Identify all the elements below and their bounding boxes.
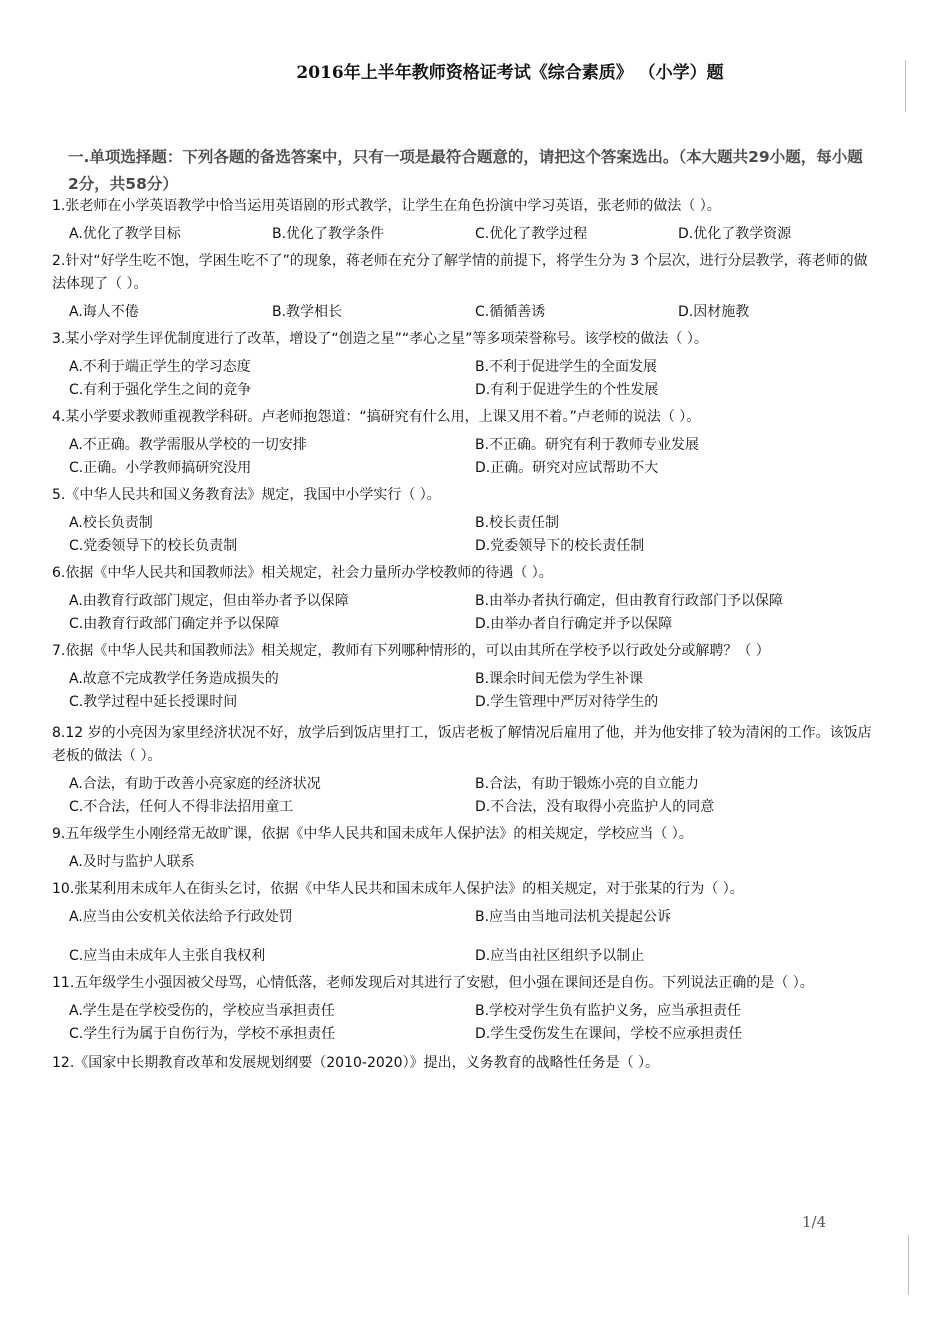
option-a: A.由教育行政部门规定，但由举办者予以保障 — [69, 593, 349, 609]
option-b: B.不正确。研究有利于教师专业发展 — [475, 437, 700, 453]
option-b: B.优化了教学条件 — [272, 226, 385, 242]
option-c: C.党委领导下的校长负责制 — [69, 538, 238, 554]
question-9 — [52, 823, 872, 874]
question-7 — [52, 640, 872, 714]
section-heading: 一.单项选择题：下列各题的备选答案中，只有一项是最符合题意的，请把这个答案选出。（本大题共29小题，每小题2分，共58分） — [68, 148, 863, 193]
option-list — [52, 223, 872, 246]
option-list — [52, 851, 872, 874]
option-c: C.由教育行政部门确定并予以保障 — [69, 616, 280, 632]
question-text: 12.《国家中长期教育改革和发展规划纲要（2010-2020）》提出，义务教育的战略性任务是（ ）。 — [52, 1055, 660, 1071]
option-d: D.优化了教学资源 — [678, 226, 792, 242]
option-d: D.党委领导下的校长责任制 — [475, 538, 645, 554]
option-a: A.故意不完成教学任务造成损失的 — [69, 671, 279, 687]
question-11 — [52, 972, 872, 1046]
option-b: B.应当由当地司法机关提起公诉 — [475, 909, 672, 925]
option-d: D.有利于促进学生的个性发展 — [475, 382, 659, 398]
option-a: A.及时与监护人联系 — [69, 854, 195, 870]
option-d: D.应当由社区组织予以制止 — [475, 948, 645, 964]
option-list — [52, 434, 872, 480]
question-5 — [52, 484, 872, 558]
page-number: 1/4 — [802, 1213, 827, 1231]
option-list — [52, 906, 872, 968]
question-2 — [52, 250, 872, 324]
option-a: A.不利于端正学生的学习态度 — [69, 359, 251, 375]
option-b: B.由举办者执行确定，但由教育行政部门予以保障 — [475, 593, 784, 609]
option-c: C.正确。小学教师搞研究没用 — [69, 460, 252, 476]
option-list — [52, 301, 872, 324]
question-12 — [52, 1052, 872, 1075]
question-text: 10.张某利用未成年人在街头乞讨，依据《中华人民共和国未成年人保护法》的相关规定，对于张某的行为（ ）。 — [52, 881, 744, 897]
option-c: C.应当由未成年人主张自我权利 — [69, 948, 266, 964]
option-b: B.课余时间无偿为学生补课 — [475, 671, 644, 687]
question-3 — [52, 328, 872, 402]
option-d: D.因材施教 — [678, 304, 750, 320]
option-list — [52, 356, 872, 402]
question-4 — [52, 406, 872, 480]
question-text: 2.针对“好学生吃不饱，学困生吃不了”的现象，蒋老师在充分了解学情的前提下，将学生分为 3 个层次，进行分层教学，蒋老师的做法体现了（ ）。 — [52, 253, 868, 292]
option-a: A.优化了教学目标 — [69, 226, 181, 242]
option-d: D.不合法，没有取得小亮监护人的同意 — [475, 799, 715, 815]
option-a: A.学生是在学校受伤的，学校应当承担责任 — [69, 1003, 335, 1019]
option-b: B.校长责任制 — [475, 515, 560, 531]
option-c: C.学生行为属于自伤行为，学校不承担责任 — [69, 1026, 336, 1042]
option-c: C.优化了教学过程 — [475, 226, 588, 242]
question-10 — [52, 878, 872, 968]
option-d: D.正确。研究对应试帮助不大 — [475, 460, 659, 476]
question-8 — [52, 722, 872, 819]
question-text: 9.五年级学生小刚经常无故旷课，依据《中华人民共和国未成年人保护法》的相关规定，学校应当（ ）。 — [52, 826, 693, 842]
question-text: 3.某小学对学生评优制度进行了改革，增设了“创造之星”“孝心之星”等多项荣誉称号。该学校的做法（ ）。 — [52, 331, 708, 347]
option-c: C.教学过程中延长授课时间 — [69, 694, 238, 710]
option-list — [52, 668, 872, 714]
option-list — [52, 590, 872, 636]
option-d: D.学生受伤发生在课间，学校不应承担责任 — [475, 1026, 743, 1042]
option-list — [52, 773, 872, 819]
option-a: A.应当由公安机关依法给予行政处罚 — [69, 909, 293, 925]
option-b: B.学校对学生负有监护义务，应当承担责任 — [475, 1003, 742, 1019]
option-list — [52, 512, 872, 558]
question-text: 5.《中华人民共和国义务教育法》规定，我国中小学实行（ ）。 — [52, 487, 441, 503]
question-text: 4.某小学要求教师重视教学科研。卢老师抱怨道：“搞研究有什么用，上课又用不着。”卢老师的说法（ ）。 — [52, 409, 701, 425]
option-a: A.校长负责制 — [69, 515, 153, 531]
question-list — [52, 195, 872, 1080]
option-list — [52, 1000, 872, 1046]
option-a: A.不正确。教学需服从学校的一切安排 — [69, 437, 307, 453]
option-b: B.合法，有助于锻炼小亮的自立能力 — [475, 776, 700, 792]
question-1 — [52, 195, 872, 246]
question-text: 11.五年级学生小强因被父母骂，心情低落，老师发现后对其进行了安慰，但小强在课间还是自伤。下列说法正确的是（ ）。 — [52, 975, 814, 991]
page-edge-line — [908, 1235, 909, 1295]
option-c: C.循循善诱 — [475, 304, 546, 320]
question-6 — [52, 562, 872, 636]
option-d: D.由举办者自行确定并予以保障 — [475, 616, 673, 632]
question-text: 1.张老师在小学英语教学中恰当运用英语剧的形式教学，让学生在角色扮演中学习英语，张老师的做法（ ）。 — [52, 198, 721, 214]
option-c: C.有利于强化学生之间的竞争 — [69, 382, 252, 398]
question-text: 7.依据《中华人民共和国教师法》相关规定，教师有下列哪种情形的，可以由其所在学校予以行政处分或解聘？（ ） — [52, 643, 770, 659]
question-text: 8.12 岁的小亮因为家里经济状况不好，放学后到饭店里打工，饭店老板了解情况后雇用了他，并为他安排了较为清闲的工作。该饭店老板的做法（ ）。 — [52, 725, 872, 764]
option-a: A.诲人不倦 — [69, 304, 139, 320]
question-text: 6.依据《中华人民共和国教师法》相关规定，社会力量所办学校教师的待遇（ ）。 — [52, 565, 553, 581]
option-c: C.不合法，任何人不得非法招用童工 — [69, 799, 294, 815]
option-a: A.合法，有助于改善小亮家庭的经济状况 — [69, 776, 321, 792]
option-b: B.不利于促进学生的全面发展 — [475, 359, 658, 375]
option-b: B.教学相长 — [272, 304, 343, 320]
document-title: 2016年上半年教师资格证考试《综合素质》 （小学）题 — [296, 63, 724, 83]
option-d: D.学生管理中严厉对待学生的 — [475, 694, 659, 710]
